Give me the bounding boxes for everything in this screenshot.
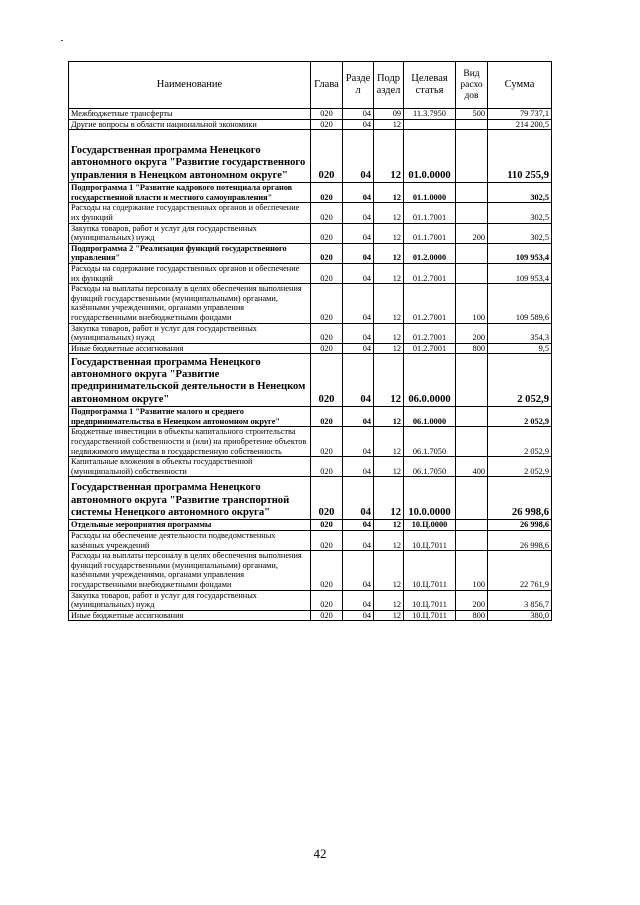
cell-section: 04 [343,130,374,183]
page-number: 42 [313,846,327,861]
cell-subsection: 12 [374,520,404,531]
header-section: Разде л [343,62,374,109]
cell-subsection: 12 [374,477,404,520]
cell-expense-type [456,427,488,457]
cell-name: Подпрограмма 1 "Развитие кадрового потенциала органов государственной власти и местного самоуправления" [69,183,311,203]
cell-chapter: 020 [311,610,343,621]
cell-amount: 22 761,9 [488,551,552,590]
cell-chapter: 020 [311,343,343,354]
table-row [69,610,552,621]
cell-name: Расходы на выплаты персоналу в целях обеспечения выполнения функций государственными (муниципальными) органами, казёнными учреждениями, органами управления государственными внебюджетными фондами [69,551,311,590]
table-row [69,477,552,520]
cell-target: 01.0.0000 [404,130,456,183]
cell-expense-type [456,354,488,407]
table-row [69,407,552,427]
cell-chapter: 020 [311,203,343,223]
cell-amount: 354,3 [488,323,552,343]
cell-target: 10.Ц.0000 [404,520,456,531]
cell-target: 01.2.7001 [404,263,456,283]
table-row [69,520,552,531]
cell-amount: 2 052,9 [488,457,552,477]
cell-chapter: 020 [311,590,343,610]
cell-expense-type [456,263,488,283]
cell-section: 04 [343,243,374,263]
cell-target: 06.1.7050 [404,457,456,477]
cell-chapter: 020 [311,284,343,323]
cell-amount: 26 998,6 [488,531,552,551]
cell-chapter: 020 [311,407,343,427]
cell-chapter: 020 [311,457,343,477]
cell-section: 04 [343,323,374,343]
cell-name: Подпрограмма 2 "Реализация функций государственного управления" [69,243,311,263]
cell-chapter: 020 [311,531,343,551]
table-row [69,457,552,477]
cell-target: 06.1.7050 [404,427,456,457]
cell-name: Закупка товаров, работ и услуг для государственных (муниципальных) нужд [69,323,311,343]
header-name: Наименование [69,62,311,109]
cell-subsection: 12 [374,551,404,590]
cell-section: 04 [343,427,374,457]
cell-name: Государственная программа Ненецкого автономного округа "Развитие государственного управления в Ненецком автономном округе" [69,130,311,183]
cell-expense-type [456,183,488,203]
cell-subsection: 12 [374,130,404,183]
cell-chapter: 020 [311,243,343,263]
cell-section: 04 [343,457,374,477]
cell-section: 04 [343,109,374,120]
cell-chapter: 020 [311,323,343,343]
cell-section: 04 [343,203,374,223]
cell-name: Иные бюджетные ассигнования [69,343,311,354]
header-expense-type: Вид расхо дов [456,62,488,109]
cell-target: 01.1.7001 [404,223,456,243]
cell-target: 01.2.7001 [404,323,456,343]
cell-subsection: 12 [374,427,404,457]
cell-expense-type [456,119,488,130]
cell-amount: 2 052,9 [488,407,552,427]
cell-name: Бюджетные инвестиции в объекты капитального строительства государственной собственности и (или) на приобретение объектов недвижимого имущества в государственную собственность [69,427,311,457]
table-row [69,130,552,183]
cell-target [404,119,456,130]
cell-amount: 9,5 [488,343,552,354]
cell-expense-type [456,203,488,223]
budget-table [68,61,552,621]
cell-expense-type: 800 [456,343,488,354]
cell-amount: 302,5 [488,183,552,203]
cell-expense-type [456,520,488,531]
cell-expense-type: 200 [456,590,488,610]
cell-expense-type [456,407,488,427]
table-row [69,243,552,263]
cell-subsection: 12 [374,343,404,354]
table-row [69,119,552,130]
cell-section: 04 [343,119,374,130]
cell-amount: 26 998,6 [488,520,552,531]
cell-section: 04 [343,520,374,531]
cell-target: 01.2.7001 [404,343,456,354]
cell-target: 06.0.0000 [404,354,456,407]
cell-target: 01.1.0000 [404,183,456,203]
cell-amount: 79 737,1 [488,109,552,120]
cell-chapter: 020 [311,477,343,520]
cell-subsection: 12 [374,203,404,223]
cell-section: 04 [343,407,374,427]
cell-expense-type: 400 [456,457,488,477]
header-target: Целевая статья [404,62,456,109]
cell-amount: 2 052,9 [488,427,552,457]
cell-subsection: 12 [374,354,404,407]
cell-target: 11.3.7950 [404,109,456,120]
table-row [69,183,552,203]
cell-chapter: 020 [311,109,343,120]
cell-section: 04 [343,610,374,621]
cell-subsection: 12 [374,243,404,263]
scan-artifact [61,40,63,41]
table-row [69,109,552,120]
cell-name: Расходы на обеспечение деятельности подведомственных казённых учреждений [69,531,311,551]
cell-name: Расходы на содержание государственных органов и обеспечение их функций [69,263,311,283]
cell-expense-type: 200 [456,223,488,243]
cell-section: 04 [343,263,374,283]
cell-subsection: 12 [374,183,404,203]
cell-section: 04 [343,531,374,551]
cell-name: Иные бюджетные ассигнования [69,610,311,621]
table-row [69,427,552,457]
cell-amount: 214 200,5 [488,119,552,130]
cell-amount: 2 052,9 [488,354,552,407]
cell-expense-type [456,130,488,183]
cell-name: Государственная программа Ненецкого автономного округа "Развитие предпринимательской деятельности в Ненецком автономном округе" [69,354,311,407]
table-row [69,263,552,283]
table-row [69,203,552,223]
cell-amount: 109 953,4 [488,243,552,263]
cell-subsection: 12 [374,263,404,283]
cell-target: 10.Ц.7011 [404,610,456,621]
cell-chapter: 020 [311,130,343,183]
cell-name: Расходы на выплаты персоналу в целях обеспечения выполнения функций государственными (муниципальными) органами, казёнными учреждениями, органами управления государственными внебюджетными фондами [69,284,311,323]
cell-section: 04 [343,343,374,354]
cell-name: Отдельные мероприятия программы [69,520,311,531]
cell-target: 01.2.0000 [404,243,456,263]
cell-subsection: 12 [374,119,404,130]
cell-target: 01.1.7001 [404,203,456,223]
cell-amount: 109 953,4 [488,263,552,283]
cell-amount: 3 856,7 [488,590,552,610]
cell-chapter: 020 [311,223,343,243]
cell-amount: 302,5 [488,203,552,223]
cell-expense-type: 100 [456,284,488,323]
cell-subsection: 12 [374,531,404,551]
cell-expense-type: 500 [456,109,488,120]
cell-target: 01.2.7001 [404,284,456,323]
cell-chapter: 020 [311,551,343,590]
cell-subsection: 12 [374,284,404,323]
cell-subsection: 09 [374,109,404,120]
cell-subsection: 12 [374,610,404,621]
cell-section: 04 [343,183,374,203]
cell-expense-type: 100 [456,551,488,590]
table-row [69,590,552,610]
cell-name: Государственная программа Ненецкого автономного округа "Развитие транспортной системы Ненецкого автономного округа" [69,477,311,520]
cell-target: 10.Ц.7011 [404,551,456,590]
cell-section: 04 [343,477,374,520]
table-row [69,323,552,343]
header-amount: Сумма [488,62,552,109]
cell-target: 10.0.0000 [404,477,456,520]
cell-section: 04 [343,551,374,590]
cell-expense-type: 800 [456,610,488,621]
cell-section: 04 [343,223,374,243]
cell-subsection: 12 [374,590,404,610]
header-subsection: Подр аздел [374,62,404,109]
cell-subsection: 12 [374,323,404,343]
table-row [69,223,552,243]
cell-chapter: 020 [311,119,343,130]
cell-amount: 302,5 [488,223,552,243]
cell-name: Расходы на содержание государственных органов и обеспечение их функций [69,203,311,223]
cell-target: 10.Ц.7011 [404,590,456,610]
cell-amount: 26 998,6 [488,477,552,520]
table-row [69,551,552,590]
cell-amount: 110 255,9 [488,130,552,183]
cell-chapter: 020 [311,263,343,283]
cell-subsection: 12 [374,223,404,243]
table-row [69,354,552,407]
cell-name: Закупка товаров, работ и услуг для государственных (муниципальных) нужд [69,223,311,243]
cell-expense-type [456,477,488,520]
cell-section: 04 [343,284,374,323]
cell-name: Межбюджетные трансферты [69,109,311,120]
cell-section: 04 [343,590,374,610]
cell-name: Подпрограмма 1 "Развитие малого и среднего предпринимательства в Ненецком автономном округе" [69,407,311,427]
cell-target: 06.1.0000 [404,407,456,427]
cell-chapter: 020 [311,427,343,457]
table-row [69,531,552,551]
table-row [69,284,552,323]
cell-subsection: 12 [374,407,404,427]
cell-amount: 380,0 [488,610,552,621]
cell-expense-type [456,531,488,551]
cell-section: 04 [343,354,374,407]
cell-chapter: 020 [311,520,343,531]
table-header-row [69,62,552,109]
cell-expense-type [456,243,488,263]
cell-name: Другие вопросы в области национальной экономики [69,119,311,130]
header-chapter: Глава [311,62,343,109]
cell-expense-type: 200 [456,323,488,343]
cell-name: Закупка товаров, работ и услуг для государственных (муниципальных) нужд [69,590,311,610]
cell-amount: 109 589,6 [488,284,552,323]
cell-name: Капитальные вложения в объекты государственной (муниципальной) собственности [69,457,311,477]
cell-subsection: 12 [374,457,404,477]
cell-target: 10.Ц.7011 [404,531,456,551]
cell-chapter: 020 [311,354,343,407]
table-row [69,343,552,354]
cell-chapter: 020 [311,183,343,203]
